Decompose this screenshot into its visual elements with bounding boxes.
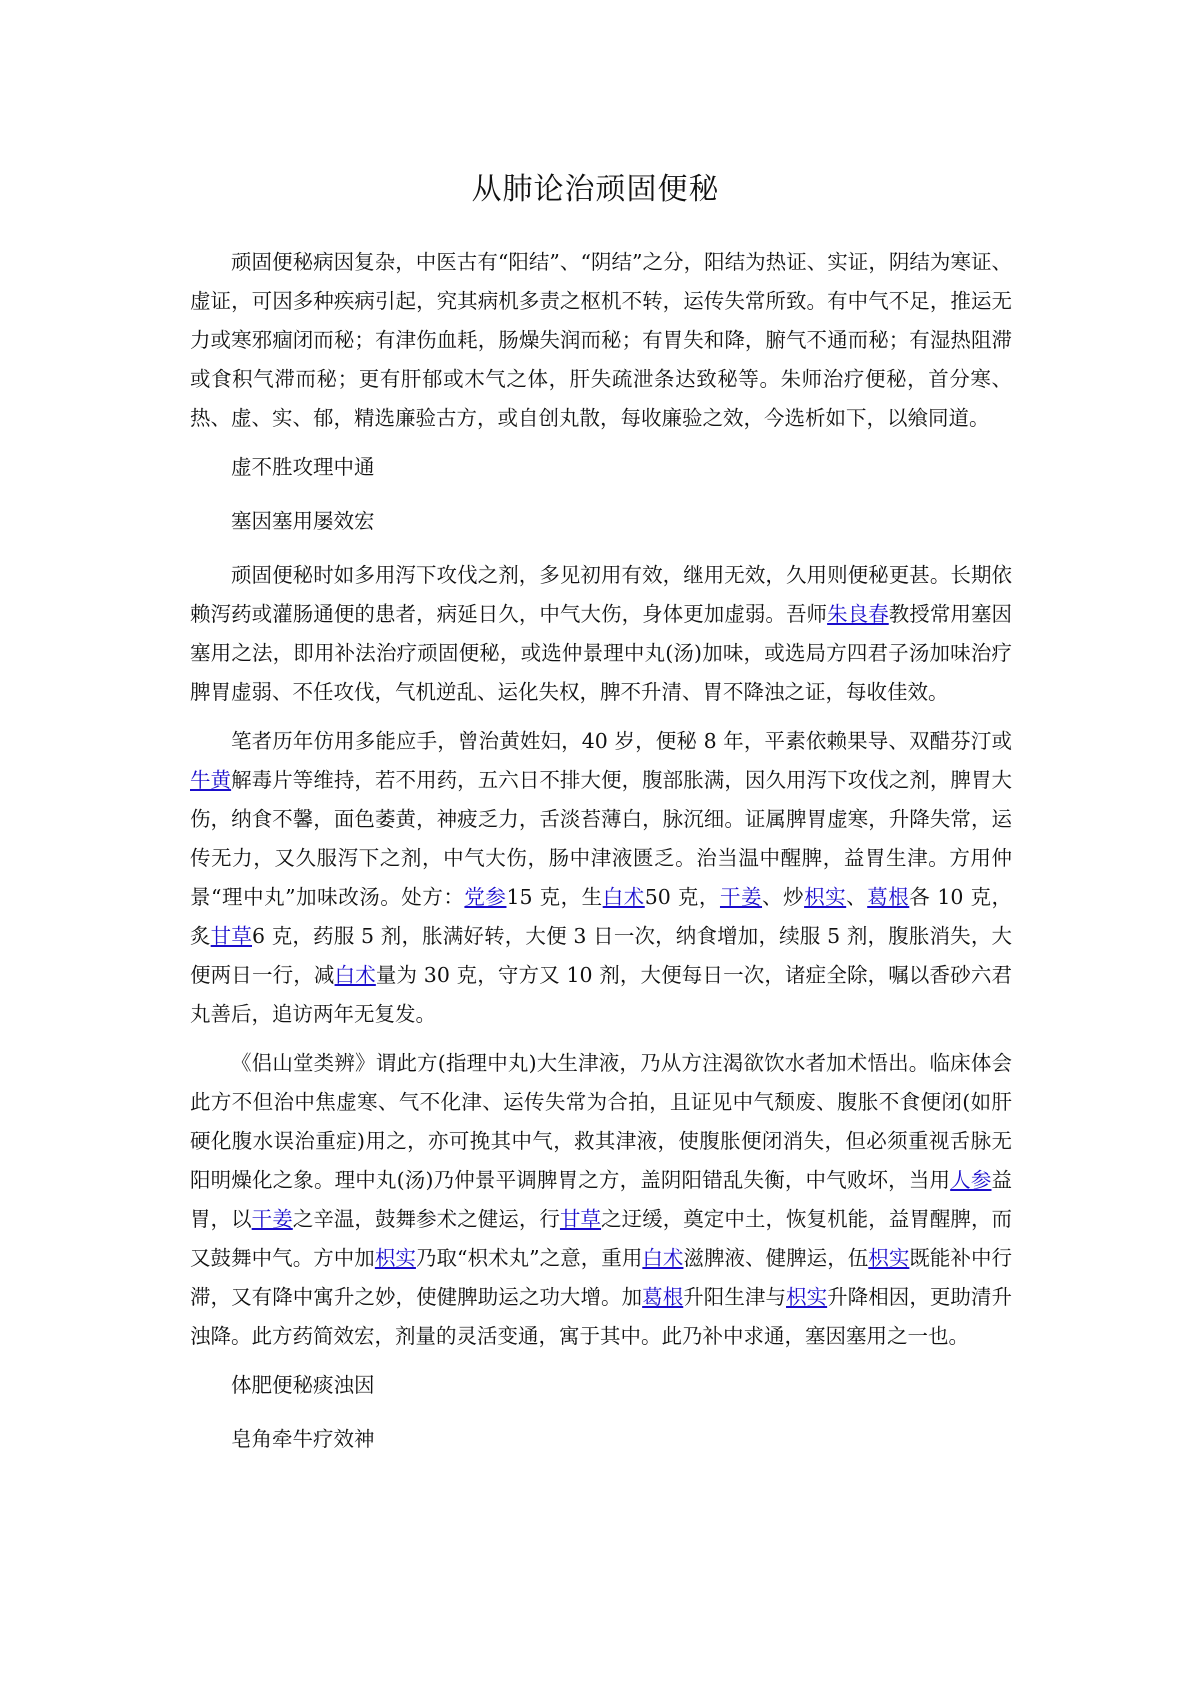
paragraph-text: 《侣山堂类辨》谓此方(指理中丸)大生津液，乃从方注渴欲饮水者加术悟出。临床体会此方不但治中焦虚寒、气不化津、运传失常为合拍，且证见中气颓废、腹胀不食便闭(如肝硬化腹水误治重症)用之，亦可挽其中气，救其津液，使腹胀便闭消失，但必须重视舌脉无阳明燥化之象。理中丸(汤)乃仲景平调脾胃之方，盖阴阳错乱失衡，中气败坏，当用 <box>190 1051 1012 1192</box>
herb-link[interactable]: 葛根 <box>642 1285 684 1309</box>
page-title: 从肺论治顽固便秘 <box>471 172 720 207</box>
herb-link[interactable]: 人参 <box>950 1168 992 1192</box>
herb-link[interactable]: 白术 <box>602 885 645 909</box>
paragraph-text: 滋脾液、健脾运，伍 <box>683 1246 869 1270</box>
body-paragraph <box>190 722 1012 1034</box>
paragraph-text: 顽固便秘病因复杂，中医古有“阳结”、“阴结”之分，阳结为热证、实证，阴结为寒证、虚证，可因多种疾病引起，究其病机多责之枢机不转，运传失常所致。有中气不足，推运无力或寒邪痼闭而秘；有津伤血耗，肠燥失润而秘；有胃失和降，腑气不通而秘；有湿热阻滞或食积气滞而秘；更有肝郁或木气之体，肝失疏泄条达致秘等。朱师治疗便秘，首分寒、热、虚、实、郁，精选廉验古方，或自创丸散，每收廉验之效，今选析如下，以飨同道。 <box>190 250 1012 430</box>
paragraph-text: 6 克，药服 5 剂，胀满好转，大便 3 日一次，纳食增加，续服 5 剂，腹胀消失，大便两日一行，减 <box>190 924 1012 987</box>
herb-link[interactable]: 枳实 <box>804 885 847 909</box>
paragraph-text: 之辛温，鼓舞参术之健运，行 <box>292 1207 560 1231</box>
herb-link[interactable]: 牛黄 <box>190 768 232 792</box>
paragraph-text: 虚不胜攻理中通 <box>231 455 375 479</box>
herb-link[interactable]: 甘草 <box>559 1207 602 1231</box>
paragraph-text: 体肥便秘痰浊因 <box>231 1373 375 1397</box>
paragraph-text: 益胃，以 <box>190 1168 1012 1231</box>
herb-link[interactable]: 枳实 <box>868 1246 910 1270</box>
paragraph-text: 、 <box>846 885 868 909</box>
section-heading <box>190 448 1012 487</box>
herb-link[interactable]: 党参 <box>464 885 507 909</box>
herb-link[interactable]: 葛根 <box>867 885 910 909</box>
paragraph-text: 笔者历年仿用多能应手，曾治黄姓妇，40 岁，便秘 8 年，平素依赖果导、双醋芬汀或 <box>231 729 1012 753</box>
herb-link[interactable]: 白术 <box>334 963 376 987</box>
body-paragraph <box>190 1044 1012 1356</box>
body-paragraph <box>190 243 1012 438</box>
body-paragraph <box>190 556 1012 712</box>
paragraph-text: 教授常用塞因塞用之法，即用补法治疗顽固便秘，或选仲景理中丸(汤)加味，或选局方四君子汤加味治疗脾胃虚弱、不任攻伐，气机逆乱、运化失权，脾不升清、胃不降浊之证，每收佳效。 <box>190 602 1013 704</box>
herb-link[interactable]: 枳实 <box>786 1285 828 1309</box>
paragraph-text: 皂角牵牛疗效神 <box>231 1427 375 1451</box>
paragraph-text: 塞因塞用屡效宏 <box>231 509 375 533</box>
paragraph-text: 顽固便秘时如多用泻下攻伐之剂，多见初用有效，继用无效，久用则便秘更甚。长期依赖泻药或灌肠通便的患者，病延日久，中气大伤，身体更加虚弱。吾师 <box>190 563 1012 626</box>
herb-link[interactable]: 白术 <box>642 1246 684 1270</box>
paragraph-text: 量为 30 克，守方又 10 剂，大便每日一次，诸症全除，嘱以香砂六君丸善后，追访两年无复发。 <box>190 963 1013 1026</box>
herb-link[interactable]: 朱良春 <box>827 602 889 626</box>
section-heading <box>190 1366 1012 1405</box>
paragraph-text: 、炒 <box>762 885 805 909</box>
document-body <box>190 243 1012 1474</box>
paragraph-text: 解毒片等维持，若不用药，五六日不排大便，腹部胀满，因久用泻下攻伐之剂，脾胃大伤，纳食不馨，面色萎黄，神疲乏力，舌淡苔薄白，脉沉细。证属脾胃虚寒，升降失常，运传无力，又久服泻下之剂，中气大伤，肠中津液匮乏。治当温中醒脾，益胃生津。方用仲景“理中丸”加味改汤。处方： <box>190 768 1013 909</box>
paragraph-text: 15 克，生 <box>506 885 603 909</box>
paragraph-text: 各 10 克，炙 <box>190 885 1012 948</box>
paragraph-text: 乃取“枳术丸”之意，重用 <box>415 1246 643 1270</box>
section-heading <box>190 502 1012 541</box>
paragraph-text: 50 克， <box>644 885 720 909</box>
herb-link[interactable]: 甘草 <box>210 924 252 948</box>
paragraph-text: 升降相因，更助清升浊降。此方药简效宏，剂量的灵活变通，寓于其中。此乃补中求通，塞因塞用之一也。 <box>190 1285 1013 1348</box>
herb-link[interactable]: 干姜 <box>719 885 763 909</box>
section-heading <box>190 1420 1012 1459</box>
paragraph-text: 之迂缓，奠定中土，恢复机能，益胃醒脾，而又鼓舞中气。方中加 <box>190 1207 1013 1270</box>
herb-link[interactable]: 干姜 <box>251 1207 293 1231</box>
paragraph-text: 既能补中行滞，又有降中寓升之妙，使健脾助运之功大增。加 <box>190 1246 1013 1309</box>
paragraph-text: 升阳生津与 <box>683 1285 787 1309</box>
herb-link[interactable]: 枳实 <box>374 1246 416 1270</box>
